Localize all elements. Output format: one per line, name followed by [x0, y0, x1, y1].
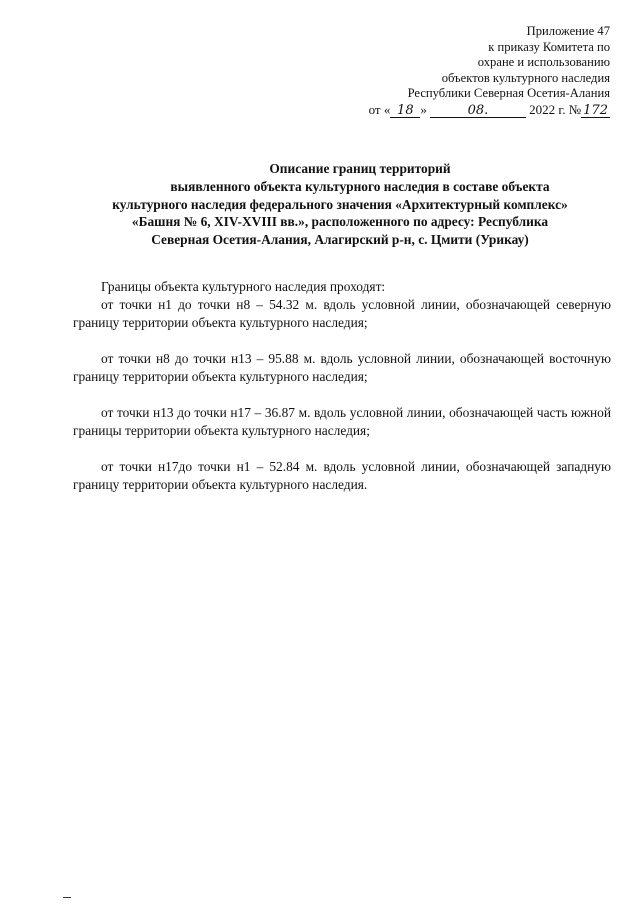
title-line-5: Северная Осетия-Алания, Алагирский р-н, с. Цмити (Урикау)	[151, 232, 529, 248]
document-title	[60, 160, 620, 249]
handwritten-month: 08.	[430, 104, 526, 118]
annex-number: Приложение 47	[526, 24, 610, 38]
scan-mark	[63, 897, 71, 898]
annex-heritage-line: объектов культурного наследия	[441, 70, 610, 85]
date-year: 2022 г. №	[529, 101, 582, 117]
handwritten-order-number: 172	[583, 102, 608, 118]
annex-republic-line: Республики Северная Осетия-Алания	[407, 86, 610, 101]
boundaries-intro: Границы объекта культурного наследия проходят:	[101, 279, 386, 294]
document-body	[73, 278, 611, 494]
annex-date-line	[310, 102, 610, 119]
annex-committee-line: охране и использованию	[477, 55, 610, 70]
title-line-4: «Башня № 6, XIV-XVIII вв.», расположенного по адресу: Республика	[131, 214, 549, 230]
boundary-east: от точки н8 до точки н13 – 95.88 м. вдоль условной линии, обозначающей восточную границу территории объекта культурного наследия;	[73, 351, 611, 384]
title-line-3: культурного наследия федерального значения «Архитектурный комплекс»	[112, 196, 568, 212]
title-line-1: Описание границ территорий	[269, 161, 451, 176]
boundary-north: от точки н1 до точки н8 – 54.32 м. вдоль условной линии, обозначающей северную границу территории объекта культурного наследия;	[73, 297, 611, 330]
boundary-west: от точки н17до точки н1 – 52.84 м. вдоль условной линии, обозначающей западную границу территории объекта культурного наследия.	[73, 459, 611, 492]
handwritten-day: 18	[390, 104, 420, 118]
date-mid: »	[420, 101, 427, 117]
title-line-2: выявленного объекта культурного наследия в составе объекта	[170, 178, 550, 194]
annex-header	[310, 24, 610, 119]
annex-order-ref: к приказу Комитета по	[488, 39, 610, 54]
date-prefix: от «	[368, 101, 391, 117]
boundary-south: от точки н13 до точки н17 – 36.87 м. вдоль условной линии, обозначающей часть южной границы территории объекта культурного наследия;	[73, 405, 611, 438]
